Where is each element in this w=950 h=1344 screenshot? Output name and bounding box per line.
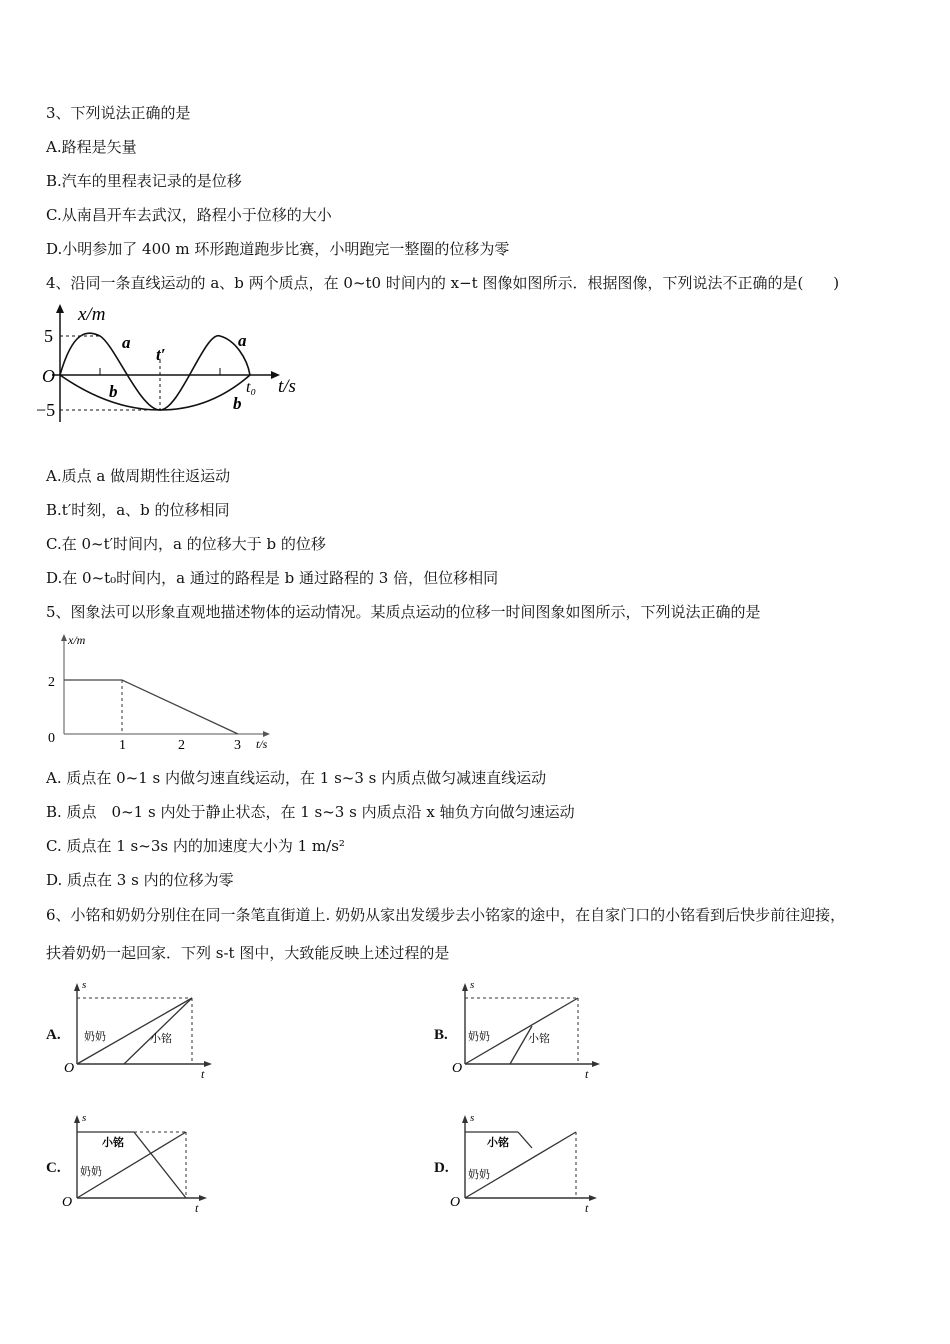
q4-label-b2: b <box>233 394 242 413</box>
q6a-o: O <box>64 1061 75 1076</box>
q4-y-arrow <box>56 304 64 313</box>
q6-option-a-label[interactable]: A. <box>46 1027 61 1043</box>
q5-xtick-3: 3 <box>234 738 241 753</box>
q4-label-b1: b <box>109 382 118 401</box>
q6c-s: s <box>82 1112 87 1124</box>
q5-ylabel: x/m <box>68 633 86 647</box>
q6-option-a-graph[interactable] <box>62 980 222 1080</box>
q4-label-a2: a <box>238 331 247 350</box>
q4-option-c[interactable]: C.在 0~t′时间内，a 的位移大于 b 的位移 <box>46 535 326 553</box>
q3-stem: 3、下列说法正确的是 <box>46 104 191 122</box>
q6b-o: O <box>452 1061 463 1076</box>
q4-ytick-pos: 5 <box>44 326 53 346</box>
q6d-y-arrow <box>462 1115 468 1123</box>
q6b-t: t <box>585 1067 589 1081</box>
q4-ytick-neg: −5 <box>36 400 56 420</box>
q6-stem-line1: 6、小铭和奶奶分别住在同一条笔直街道上. 奶奶从家出发缓步去小铭家的途中，在自家门口的小铭看到后快步前往迎接， <box>46 906 846 924</box>
q6-option-d-label[interactable]: D. <box>434 1160 449 1176</box>
q5-option-b[interactable]: B. 质点 0~1 s 内处于静止状态，在 1 s~3 s 内质点沿 x 轴负方向做匀速运动 <box>46 803 575 821</box>
q6d-t: t <box>585 1201 589 1215</box>
q5-xtick-1: 1 <box>119 738 126 753</box>
q5-option-c[interactable]: C. 质点在 1 s~3s 内的加速度大小为 1 m/s² <box>46 837 345 855</box>
q3-option-b[interactable]: B.汽车的里程表记录的是位移 <box>46 172 242 190</box>
q6d-s: s <box>470 1112 475 1124</box>
q4-xt-graph <box>36 300 320 430</box>
q6a-s: s <box>82 979 87 991</box>
q4-series-b <box>60 375 250 410</box>
q4-option-d[interactable]: D.在 0~t₀时间内，a 通过的路程是 b 通过路程的 3 倍，但位移相同 <box>46 569 499 587</box>
q5-y-arrow <box>61 634 67 641</box>
q6c-y-arrow <box>74 1115 80 1123</box>
q6b-label-xiaoming: 小铭 <box>528 1033 550 1045</box>
q6d-line-nainai <box>465 1132 576 1198</box>
q4-stem: 4、沿同一条直线运动的 a、b 两个质点，在 0~t0 时间内的 x−t 图像如图所示．根据图像，下列说法不正确的是( ) <box>46 274 840 292</box>
q4-xlabel: t/s <box>278 376 296 397</box>
q6a-x-arrow <box>204 1061 212 1067</box>
q4-series-a <box>60 333 250 410</box>
q4-tprime-label: t′ <box>156 345 166 364</box>
q6-option-c-graph[interactable] <box>62 1112 222 1216</box>
q3-option-c[interactable]: C.从南昌开车去武汉，路程小于位移的大小 <box>46 206 332 224</box>
q6a-label-nainai: 奶奶 <box>84 1031 106 1043</box>
q6d-x-arrow <box>589 1195 597 1201</box>
q6c-line-xiaoming-move <box>134 1132 186 1198</box>
q6-option-b-graph[interactable] <box>450 980 610 1080</box>
q6d-line-xiaoming-move <box>518 1132 532 1148</box>
q6a-y-arrow <box>74 983 80 991</box>
q6-option-d-graph[interactable] <box>450 1112 610 1216</box>
q5-origin: 0 <box>48 731 55 746</box>
q6c-label-nainai: 奶奶 <box>80 1166 102 1178</box>
q4-label-a1: a <box>122 333 131 352</box>
q6d-label-nainai: 奶奶 <box>468 1169 490 1181</box>
q4-origin: O <box>42 366 55 386</box>
q6c-o: O <box>62 1195 73 1210</box>
q6c-t: t <box>195 1201 199 1215</box>
q6b-y-arrow <box>462 983 468 991</box>
q4-option-b[interactable]: B.t′时刻，a、b 的位移相同 <box>46 501 230 519</box>
q6a-t: t <box>201 1067 205 1081</box>
q4-t0-label: t₀ <box>246 379 257 396</box>
q6b-label-nainai: 奶奶 <box>468 1031 490 1043</box>
q5-option-d[interactable]: D. 质点在 3 s 内的位移为零 <box>46 871 234 889</box>
q6-option-c-label[interactable]: C. <box>46 1160 61 1176</box>
q5-line-segment-2 <box>122 680 238 734</box>
q6a-label-xiaoming: 小铭 <box>150 1033 172 1045</box>
q5-option-a[interactable]: A. 质点在 0~1 s 内做匀速直线运动，在 1 s~3 s 内质点做匀减速直线运动 <box>46 769 547 787</box>
q4-ylabel: x/m <box>78 304 106 325</box>
q6c-x-arrow <box>199 1195 207 1201</box>
q3-option-a[interactable]: A.路程是矢量 <box>46 138 137 156</box>
q6-option-b-label[interactable]: B. <box>434 1027 448 1043</box>
q5-ytick-2: 2 <box>48 675 55 690</box>
q6d-label-xiaoming: 小铭 <box>487 1137 509 1149</box>
q6-stem-line2: 扶着奶奶一起回家．下列 s-t 图中，大致能反映上述过程的是 <box>46 944 450 962</box>
q6d-o: O <box>450 1195 461 1210</box>
q6c-line-nainai <box>77 1132 186 1198</box>
q6b-s: s <box>470 979 475 991</box>
q5-xtick-2: 2 <box>178 738 185 753</box>
q3-option-d[interactable]: D.小明参加了 400 m 环形跑道跑步比赛，小明跑完一整圈的位移为零 <box>46 240 510 258</box>
q5-xt-chart <box>40 628 280 758</box>
q4-option-a[interactable]: A.质点 a 做周期性往返运动 <box>46 467 231 485</box>
q6c-label-xiaoming: 小铭 <box>102 1137 124 1149</box>
q5-xlabel: t/s <box>256 737 268 751</box>
q5-stem: 5、图象法可以形象直观地描述物体的运动情况。某质点运动的位移一时间图象如图所示，下列说法正确的是 <box>46 603 761 621</box>
q6b-x-arrow <box>592 1061 600 1067</box>
